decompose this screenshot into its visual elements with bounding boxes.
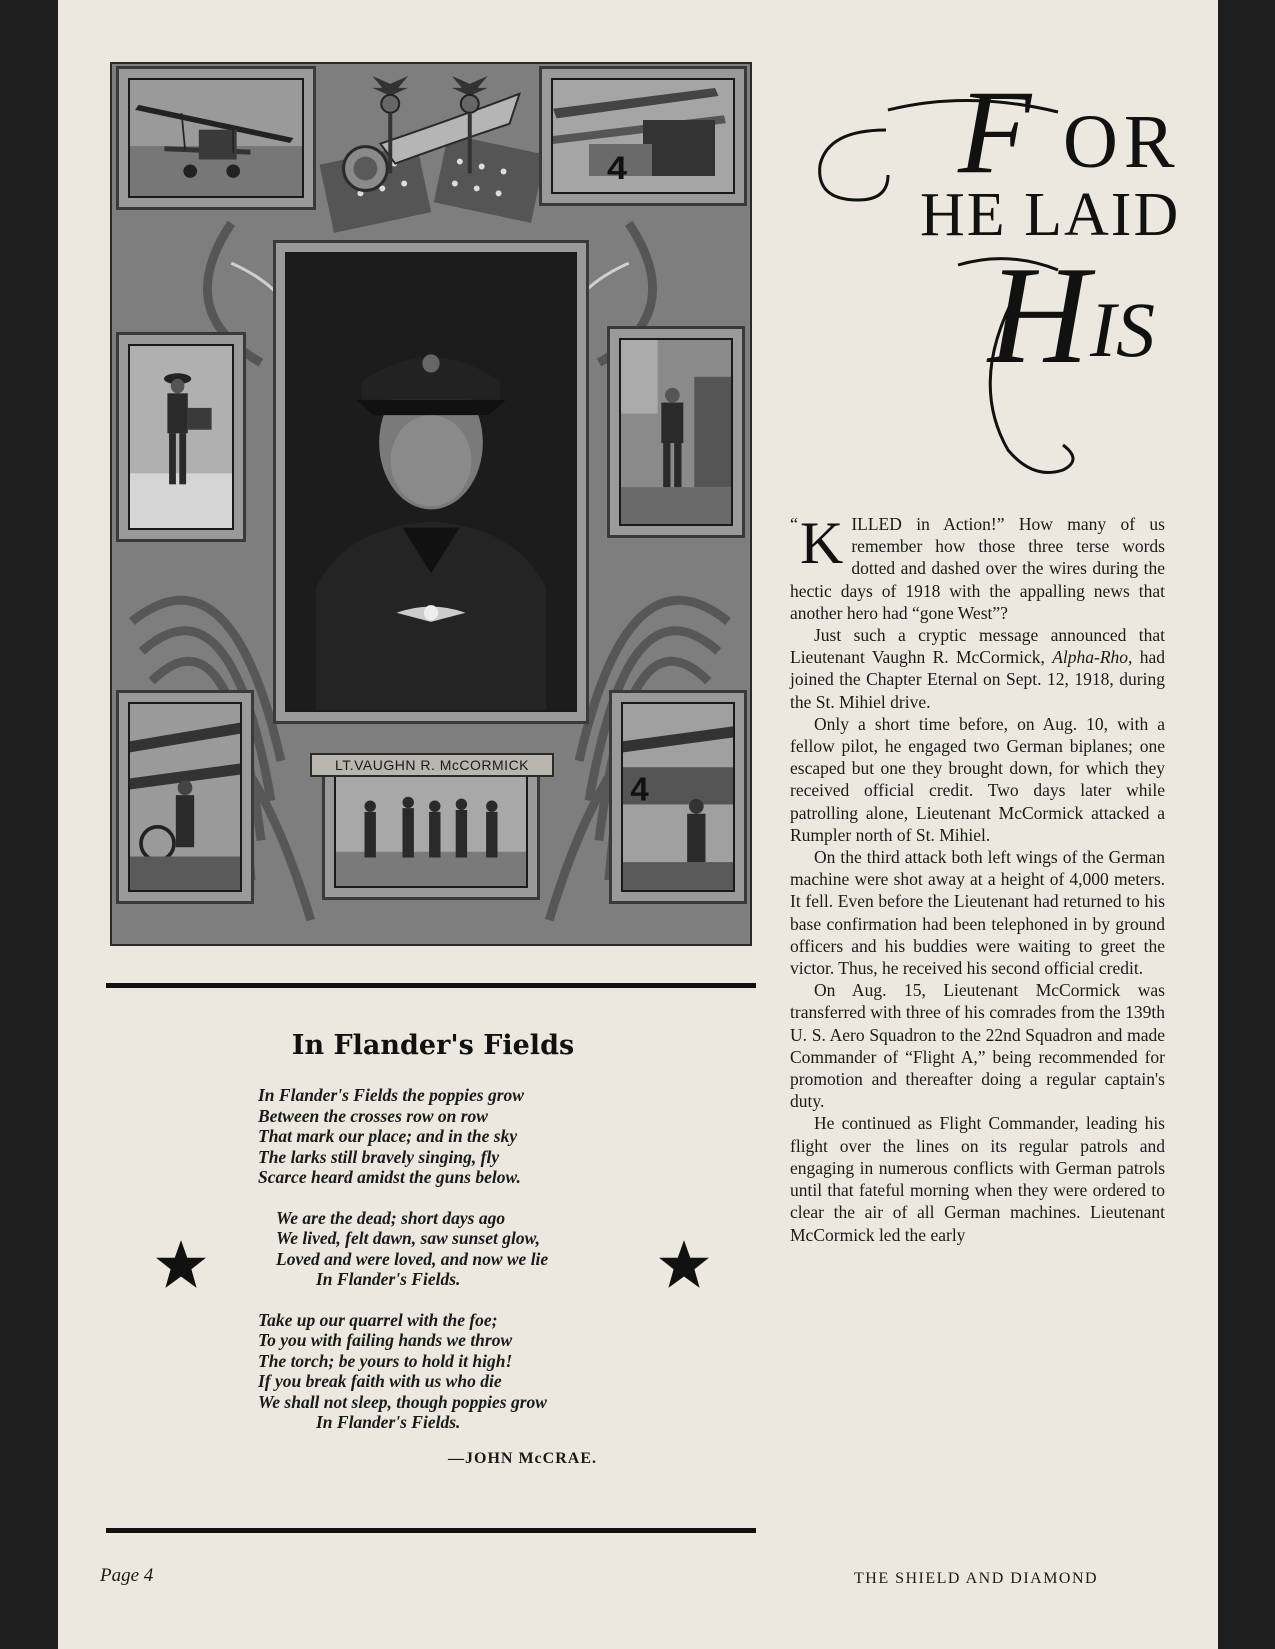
- magazine-page: [58, 0, 1218, 1649]
- poem-line: If you break faith with us who die: [258, 1371, 502, 1391]
- poem-line: That mark our place; and in the sky: [258, 1126, 518, 1146]
- journal-name: THE SHIELD AND DIAMOND: [854, 1570, 1099, 1587]
- heading-line1: OR: [1063, 100, 1181, 184]
- photo-bottom-right: [609, 690, 747, 904]
- article-paragraph: Only a short time before, on Aug. 10, with a fellow pilot, he engaged two German biplanes; one escaped but one they brought down, for which they received official credit. Two days later while patrolling alone, Lieutenant McCormick attacked a Rumpler north of St. Mihiel.: [790, 713, 1165, 845]
- poem-line: The larks still bravely singing, fly: [258, 1146, 500, 1167]
- star-left-icon: [155, 1238, 207, 1290]
- poem-author: —JOHN McCRAE.: [448, 1450, 597, 1467]
- poem-line: In Flander's Fields.: [316, 1412, 461, 1432]
- portrait-caption: LT.VAUGHN R. McCORMICK: [310, 753, 554, 777]
- photo-bottom-left: [116, 690, 254, 904]
- poem-line: Between the crosses row on row: [258, 1105, 488, 1126]
- article-paragraph: On the third attack both left wings of the German machine were shot away at a height of 4,000 meters. It fell. Even before the Lieutenant had returned to his base confirmation had been telephoned in by ground officers and his buddies were waiting to greet the victor. Thus, he received his second official credit.: [790, 847, 1165, 979]
- heading-line3: IS: [1090, 286, 1155, 373]
- photo-biplane-top-left: [116, 66, 316, 210]
- photo-montage: [110, 62, 752, 946]
- photo-pilot-right: [607, 326, 745, 538]
- poem-body: [258, 1085, 678, 1433]
- photo-biplane-top-right: [539, 66, 747, 206]
- plane-number: 4: [630, 771, 649, 809]
- article-paragraph: On Aug. 15, Lieutenant McCormick was transferred with three of his comrades from the 139th U. S. Aero Squadron to the 22nd Squadron and made Commander of “Flight A,” being recommended for promotion and thereafter doing a regular captain's duty.: [790, 980, 1165, 1112]
- poem-line: Loved and were loved, and now we lie: [276, 1248, 549, 1269]
- article-text: ILLED in Action!” How many of us remember how those three terse words dotted and dashed over the wires during the hectic days of 1918 with the appalling news that another hero had “gone West”?: [790, 514, 1165, 623]
- poem-line: To you with failing hands we throw: [258, 1330, 513, 1350]
- opening-quote: “: [790, 514, 798, 534]
- article-text: had joined the Chapter Eternal on Sept. 12, 1918, during the St. Mihiel drive.: [790, 647, 1165, 712]
- article-paragraph: [790, 624, 1165, 713]
- article-heading: [808, 50, 1218, 500]
- article-text: Just such a cryptic message announced that Lieutenant Vaughn R. McCormick,: [790, 625, 1165, 668]
- poem-line: We shall not sleep, though poppies grow: [258, 1391, 547, 1412]
- poem-line: In Flander's Fields.: [316, 1269, 461, 1289]
- poem-line: We lived, felt dawn, saw sunset glow,: [276, 1228, 540, 1248]
- poem-line: In Flander's Fields the poppies grow: [258, 1085, 524, 1105]
- article-paragraph: [790, 510, 1165, 624]
- photo-pilot-left: [116, 332, 246, 542]
- poem-line: The torch; be yours to hold it high!: [258, 1350, 513, 1371]
- chapter-name: Alpha-Rho,: [1052, 647, 1133, 668]
- article-body: [790, 510, 1165, 1246]
- heading-initial-f: F: [958, 65, 1032, 198]
- photo-group-bottom: [322, 758, 540, 900]
- poem-title: In Flander's Fields: [291, 1030, 575, 1061]
- page-number: Page 4: [100, 1565, 154, 1586]
- poem-line: Take up our quarrel with the foe;: [258, 1309, 498, 1330]
- plane-number: 4: [607, 151, 628, 187]
- poem-line: Scarce heard amidst the guns below.: [258, 1167, 521, 1187]
- drop-cap: K: [800, 510, 844, 576]
- article-paragraph: He continued as Flight Commander, leading his flight over the lines on its regular patrols and engaging in numerous conflicts with German patrols until that fateful morning when they were ordered to clear the air of all German machines. Lieutenant McCormick led the early: [790, 1113, 1165, 1245]
- portrait-photo: [273, 240, 589, 724]
- heading-initial-h: H: [988, 238, 1090, 393]
- heading-line2: HE LAID: [920, 181, 1181, 249]
- bottom-rule: [106, 1528, 756, 1533]
- poem-line: We are the dead; short days ago: [276, 1207, 506, 1228]
- top-rule: [106, 983, 756, 988]
